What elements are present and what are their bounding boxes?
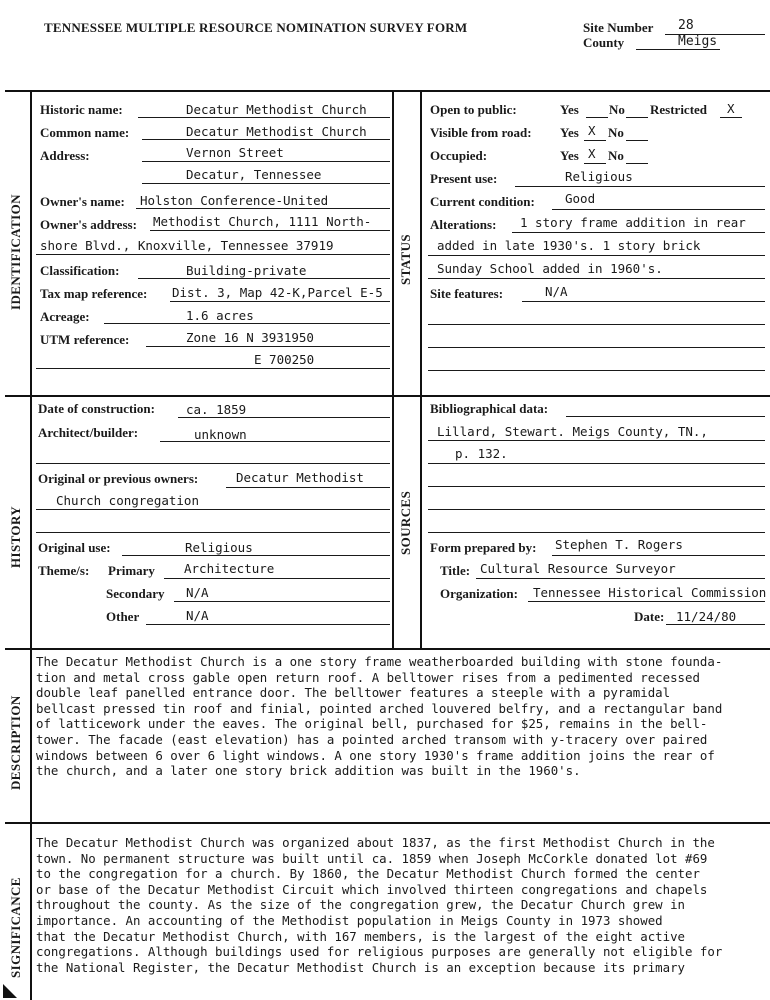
site-features-value: N/A	[545, 284, 568, 299]
current-condition-label: Current condition:	[430, 194, 535, 209]
address-line1: Vernon Street	[186, 145, 284, 160]
description-line: of latticework under the eaves. The original bell, purchased for $25, remains in the bell-	[36, 716, 708, 732]
bibliography-line1: Lillard, Stewart. Meigs County, TN.,	[437, 424, 708, 439]
county-value: Meigs	[678, 34, 718, 49]
acreage-value: 1.6 acres	[186, 308, 254, 323]
form-prepared-by-value: Stephen T. Rogers	[555, 537, 683, 552]
alterations-line1: 1 story frame addition in rear	[520, 215, 746, 230]
acreage-label: Acreage:	[40, 309, 90, 324]
alterations-line3: Sunday School added in 1960's.	[437, 261, 663, 276]
significance-line: congregations. Although buildings used for religious purposes are generally not eligible for	[36, 944, 723, 960]
primary-label: Primary	[108, 563, 155, 578]
original-owners-label: Original or previous owners:	[38, 471, 199, 486]
visible-no: No	[608, 125, 624, 140]
description-text	[36, 654, 722, 779]
title-label: Title:	[440, 563, 471, 578]
section-identification: IDENTIFICATION	[8, 194, 23, 310]
description-line: The Decatur Methodist Church is a one story frame weatherboarded building with stone founda-	[36, 654, 723, 669]
secondary-value: N/A	[186, 585, 209, 600]
occupied-yes-mark: X	[588, 146, 596, 161]
utm-line1: Zone 16 N 3931950	[186, 330, 314, 345]
section-sources: SOURCES	[398, 490, 413, 555]
description-line: the church, and a later one story brick addition was built in the 1960's.	[36, 763, 581, 779]
description-line: tower. The facade (east elevation) has a pointed arched transom with y-tracery over paired	[36, 731, 708, 747]
form-prepared-by-label: Form prepared by:	[430, 540, 537, 555]
significance-line: The Decatur Methodist Church was organized about 1837, as the first Methodist Church in the	[36, 835, 715, 850]
tax-map-value: Dist. 3, Map 42-K,Parcel E-5	[172, 285, 383, 300]
description-line: bellcast pressed tin roof and finial, pointed arched louvered belfry, and a rectangular band	[36, 700, 723, 716]
architect-builder-label: Architect/builder:	[38, 425, 139, 440]
open-no: No	[609, 102, 625, 117]
utm-line2: E 700250	[254, 352, 315, 367]
original-use-label: Original use:	[38, 540, 111, 555]
themes-label: Theme/s:	[38, 563, 90, 578]
classification-value: Building-private	[186, 263, 307, 278]
utm-label: UTM reference:	[40, 332, 130, 347]
description-line: windows between 6 over 6 light windows. A one story 1930's frame addition joins the rear of	[36, 747, 715, 763]
description-line: double leaf panelled entrance door. The belltower features a steeple with a pyramidal	[36, 685, 671, 701]
owners-address-line2: shore Blvd., Knoxville, Tennessee 37919	[40, 238, 334, 253]
visible-from-road-label: Visible from road:	[430, 125, 532, 140]
organization-label: Organization:	[440, 586, 518, 601]
significance-line: throughout the county. As the size of the congregation grew, the Decatur Church grew in	[36, 897, 686, 913]
alterations-label: Alterations:	[430, 217, 497, 232]
primary-value: Architecture	[184, 561, 275, 576]
significance-line: the National Register, the Decatur Methodist Church is an exception because its primary	[36, 959, 686, 975]
site-features-label: Site features:	[430, 286, 504, 301]
significance-line: or base of the Decatur Methodist Circuit which involved thirteen congregations and chapels	[36, 881, 708, 897]
open-yes: Yes	[560, 102, 579, 117]
site-number-label: Site Number	[583, 20, 654, 35]
organization-value: Tennessee Historical Commission	[533, 585, 767, 600]
original-use-value: Religious	[185, 540, 253, 555]
section-status: STATUS	[398, 233, 413, 285]
address-line2: Decatur, Tennessee	[186, 167, 322, 182]
visible-yes-mark: X	[588, 123, 596, 138]
significance-line: to the congregation for a church. By 1860, the Decatur Methodist Church formed the center	[36, 866, 700, 882]
county-label: County	[583, 35, 625, 50]
present-use-value: Religious	[565, 169, 633, 184]
description-line: tion and metal cross gable open return roof. A belltower rises from a pedimented recessed	[36, 669, 700, 685]
title-value: Cultural Resource Surveyor	[480, 561, 676, 576]
historic-name-label: Historic name:	[40, 102, 123, 117]
other-value: N/A	[186, 608, 209, 623]
open-to-public-label: Open to public:	[430, 102, 517, 117]
classification-label: Classification:	[40, 263, 120, 278]
section-significance: SIGNIFICANCE	[8, 877, 23, 978]
bibliography-line2: p. 132.	[455, 446, 508, 461]
section-description: DESCRIPTION	[8, 695, 23, 790]
present-use-label: Present use:	[430, 171, 498, 186]
significance-text	[36, 835, 722, 975]
current-condition-value: Good	[565, 191, 596, 206]
significance-line: importance. An accounting of the Methodist population in Meigs County in 1973 showed	[36, 912, 663, 928]
significance-line: town. No permanent structure was built until ca. 1859 when Joseph McCorkle donated lot #69	[36, 850, 708, 866]
bibliographical-data-label: Bibliographical data:	[430, 401, 549, 416]
occupied-yes: Yes	[560, 148, 579, 163]
address-label: Address:	[40, 148, 90, 163]
alterations-line2: added in late 1930's. 1 story brick	[437, 238, 701, 253]
date-of-construction-value: ca. 1859	[186, 402, 247, 417]
open-restricted: Restricted	[650, 102, 708, 117]
site-number-value: 28	[678, 18, 694, 33]
section-history: HISTORY	[8, 505, 23, 568]
historic-name-value: Decatur Methodist Church	[186, 102, 367, 117]
occupied-label: Occupied:	[430, 148, 488, 163]
date-label: Date:	[634, 609, 665, 624]
common-name-label: Common name:	[40, 125, 130, 140]
original-owners-line1: Decatur Methodist	[236, 470, 364, 485]
architect-builder-value: unknown	[194, 427, 247, 442]
original-owners-line2: Church congregation	[56, 493, 199, 508]
owners-name-value: Holston Conference-United	[140, 193, 329, 208]
date-value: 11/24/80	[676, 609, 737, 624]
visible-yes: Yes	[560, 125, 579, 140]
significance-line: that the Decatur Methodist Church, with 167 members, is the largest of the eight active	[36, 928, 686, 944]
corner-mark	[3, 984, 17, 998]
common-name-value: Decatur Methodist Church	[186, 124, 367, 139]
owners-address-line1: Methodist Church, 1111 North-	[153, 214, 372, 229]
secondary-label: Secondary	[106, 586, 165, 601]
open-restricted-mark: X	[727, 101, 735, 116]
other-label: Other	[106, 609, 140, 624]
tax-map-label: Tax map reference:	[40, 286, 148, 301]
form-title: TENNESSEE MULTIPLE RESOURCE NOMINATION SURVEY FORM	[44, 20, 468, 35]
date-of-construction-label: Date of construction:	[38, 401, 155, 416]
owners-address-label: Owner's address:	[40, 217, 137, 232]
occupied-no: No	[608, 148, 624, 163]
owners-name-label: Owner's name:	[40, 194, 125, 209]
